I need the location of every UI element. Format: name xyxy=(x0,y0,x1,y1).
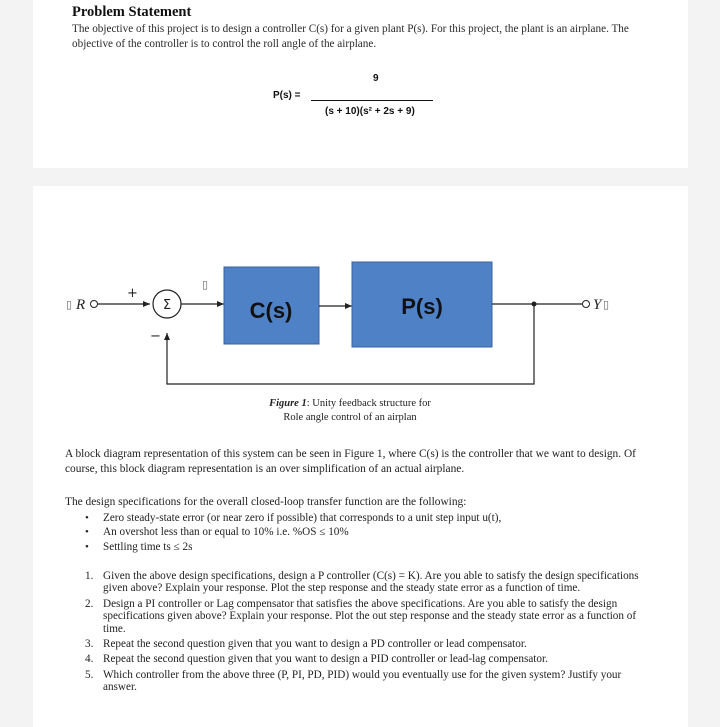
question-text: Which controller from the above three (P, PI, PD, PID) would you eventually use for the given system? Justify your answer. xyxy=(103,668,622,694)
figure-caption xyxy=(240,397,460,424)
input-label: R xyxy=(76,297,86,313)
question-text: Repeat the second question given that you want to design a PID controller or lead-lag compensator. xyxy=(103,653,548,666)
question-item xyxy=(85,598,645,635)
block-diagram-paragraph: A block diagram representation of this system can be seen in Figure 1, where C(s) is the controller that we want to design. Of course, this block diagram representation is an over simplification of an actual airplane. xyxy=(65,448,636,475)
question-number: 4. xyxy=(85,653,94,666)
spec-item: • An overshot less than or equal to 10% i.e. %OS ≤ 10% xyxy=(85,525,501,539)
tf-lhs: P(s) = xyxy=(273,90,301,101)
tf-denominator: (s + 10)(s² + 2s + 9) xyxy=(325,106,415,117)
question-number: 2. xyxy=(85,597,94,610)
caption-line-1: : Unity feedback structure for xyxy=(306,398,431,409)
question-number: 1. xyxy=(85,570,94,582)
output-missing-glyph: ▯ xyxy=(603,298,610,311)
question-item xyxy=(85,638,645,650)
question-item xyxy=(85,570,645,595)
input-terminal xyxy=(91,301,98,308)
page-title: Problem Statement xyxy=(72,4,192,20)
question-item xyxy=(85,669,645,694)
question-text: Design a PI controller or Lag compensator that satisfies the above specifications. Are you able to satisfy the design specifications given above? Explain your response. Plot the out step response and the steady state error as a function of time. xyxy=(103,597,637,635)
question-number: 5. xyxy=(85,668,94,681)
spec-intro: The design specifications for the overall closed-loop transfer function are the following: xyxy=(65,496,467,508)
plus-sign: + xyxy=(127,286,138,301)
error-missing-glyph: ▯ xyxy=(202,278,209,291)
output-label: Y xyxy=(593,297,602,313)
spec-item: • Settling time ts ≤ 2s xyxy=(85,540,501,554)
summing-symbol: Σ xyxy=(162,298,172,313)
question-text: Repeat the second question given that you want to design a PD controller or lead compensator. xyxy=(103,638,527,651)
minus-sign: − xyxy=(150,329,161,344)
output-terminal xyxy=(583,301,590,308)
caption-line-2: Role angle control of an airplan xyxy=(283,411,417,423)
question-item xyxy=(85,653,645,665)
controller-label: C(s) xyxy=(249,298,293,323)
tf-numerator: 9 xyxy=(373,73,379,84)
spec-list xyxy=(85,511,501,554)
question-list xyxy=(85,570,645,694)
intro-paragraph: The objective of this project is to design a controller C(s) for a given plant P(s). For this project, the plant is an airplane. The objective of the controller is to control the roll angle of the airplane. xyxy=(72,23,629,50)
plant-label: P(s) xyxy=(401,294,443,319)
input-missing-glyph: ▯ xyxy=(66,298,73,311)
figure-label: Figure 1 xyxy=(269,398,307,409)
question-text: Given the above design specifications, design a P controller (C(s) = K). Are you able to satisfy the design specifications given above? Explain your response. Plot the step response and the steady state error as a function of time. xyxy=(103,570,639,595)
spec-item: • Zero steady-state error (or near zero if possible) that corresponds to a unit step input u(t), xyxy=(85,511,501,525)
question-number: 3. xyxy=(85,638,94,651)
